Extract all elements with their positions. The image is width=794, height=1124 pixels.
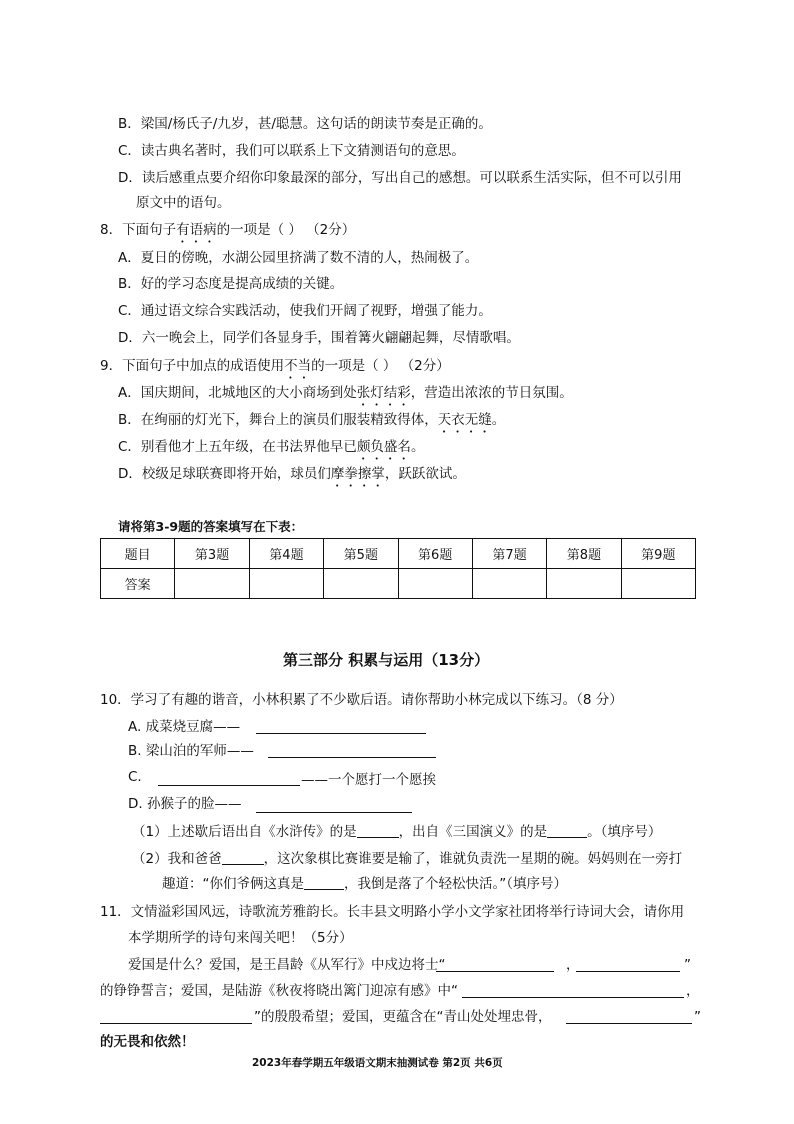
q7-option-c: C．读古典名著时，我们可以联系上下文猜测语句的意思。 (118, 143, 465, 159)
table-header-cell: 第8题 (547, 539, 621, 569)
q10-sub2-blank-2[interactable] (304, 875, 344, 890)
q10-b-answer-blank[interactable] (268, 756, 436, 758)
q10-sub2-cont: 趣道：“你们爷俩这真是 ，我倒是落了个轻松快活。”（填序号） (162, 876, 567, 892)
q10-d-answer-blank[interactable] (256, 811, 412, 813)
q9-option-d: D．校级足球联赛即将开始，球员们摩拳擦掌，跃跃欲试。 (118, 466, 466, 482)
q11-line-2: 的铮铮誓言；爱国，是陆游《秋夜将晓出篱门迎凉有感》中“ (100, 983, 458, 999)
answer-row-label: 答案 (101, 569, 175, 599)
q8-option-b: B．好的学习态度是提高成绩的关键。 (118, 276, 344, 292)
q11-blank-3[interactable] (462, 996, 684, 998)
q11-line-1-close: ” (684, 957, 691, 973)
q9-option-a: A．国庆期间，北城地区的大小商场到处张灯结彩，营造出浓浓的节日氛围。 (118, 385, 573, 401)
q10-option-c-label: C. (128, 769, 142, 785)
answer-table (100, 538, 696, 599)
q10-sub1-blank-1[interactable] (357, 823, 399, 838)
q11-line-2-comma: ， (686, 983, 700, 999)
q11-blank-5[interactable] (566, 1022, 692, 1024)
q7-option-b: B．梁国/杨氏子/九岁，甚/聪慧。这句话的朗读节奏是正确的。 (118, 116, 492, 132)
q10-sub2: （2）我和爸爸 ，这次象棋比赛谁要是输了，谁就负责洗一星期的碗。妈妈则在一旁打 (132, 851, 683, 867)
answer-table-header-row (101, 539, 696, 569)
section-title: 第三部分 积累与运用（13分） (283, 651, 490, 669)
q10-stem: 10．学习了有趣的谐音，小林积累了不少歇后语。请你帮助小林完成以下练习。（8 分） (100, 692, 623, 708)
q11-line-1-comma: ， (566, 957, 580, 973)
answer-cell[interactable] (547, 569, 621, 599)
table-header-cell: 第7题 (472, 539, 546, 569)
q10-c-answer-blank[interactable] (158, 784, 300, 786)
q11-blank-1[interactable] (436, 970, 554, 972)
q8-stem: 8．下面句子有语病的一项是（ ） （2分） (100, 222, 356, 238)
answer-cell[interactable] (472, 569, 546, 599)
q9-option-b: B．在绚丽的灯光下，舞台上的演员们服装精致得体，天衣无缝。 (118, 412, 506, 428)
q11-line-4: 的无畏和依然！ (100, 1034, 195, 1050)
q10-sub1-blank-2[interactable] (547, 823, 587, 838)
answer-table-instruction: 请将第3-9题的答案填写在下表： (118, 519, 304, 534)
q11-blank-2[interactable] (576, 970, 680, 972)
answer-cell[interactable] (175, 569, 249, 599)
q10-sub1: （1）上述歇后语出自《水浒传》的是 ，出自《三国演义》的是 。（填序号） (132, 824, 662, 840)
q9-stem: 9．下面句子中加点的成语使用不当的一项是（ ） （2分） (100, 358, 450, 374)
q7-option-d-cont: 原文中的语句。 (136, 195, 231, 211)
table-header-cell: 第4题 (249, 539, 323, 569)
table-header-cell: 题目 (101, 539, 175, 569)
q11-line-3-close: ” (694, 1009, 701, 1025)
answer-table-answer-row (101, 569, 696, 599)
table-header-cell: 第3题 (175, 539, 249, 569)
q10-option-b: B. 梁山泊的军师—— (128, 743, 254, 759)
q8-option-d: D．六一晚会上，同学们各显身手，围着篝火翩翩起舞，尽情歌唱。 (118, 330, 520, 346)
q10-sub2-blank-1[interactable] (222, 850, 264, 865)
answer-cell[interactable] (398, 569, 472, 599)
q10-option-a: A. 成菜烧豆腐—— (128, 719, 241, 735)
q8-option-a: A．夏日的傍晚，水湖公园里挤满了数不清的人，热闹极了。 (118, 250, 479, 266)
table-header-cell: 第5题 (324, 539, 398, 569)
q11-line-1: 爱国是什么？爱国，是王昌龄《从军行》中戍边将士“ (128, 957, 446, 973)
q11-line-3: ”的殷殷希望；爱国，更蕴含在“青山处处埋忠骨， (254, 1009, 552, 1025)
q11-blank-4[interactable] (100, 1022, 252, 1024)
q10-option-d: D. 孙猴子的脸—— (128, 796, 242, 812)
q7-option-d: D．读后感重点要介绍你印象最深的部分，写出自己的感想。可以联系生活实际，但不可以引用 (118, 170, 682, 186)
q8-option-c: C．通过语文综合实践活动，使我们开阔了视野，增强了能力。 (118, 303, 492, 319)
answer-cell[interactable] (249, 569, 323, 599)
table-header-cell: 第9题 (621, 539, 695, 569)
q11-stem-cont: 本学期所学的诗句来闯关吧！（5分） (128, 930, 353, 946)
page-footer: 2023年春学期五年级语文期末抽测试卷 第2页 共6页 (252, 1057, 503, 1069)
q11-stem: 11．文情溢彩国风远，诗歌流芳雅韵长。长丰县文明路小学小文学家社团将举行诗词大会，请你用 (100, 904, 685, 920)
answer-cell[interactable] (621, 569, 695, 599)
q10-a-answer-blank[interactable] (256, 732, 426, 734)
table-header-cell: 第6题 (398, 539, 472, 569)
q9-option-c: C．别看他才上五年级，在书法界他早已颇负盛名。 (118, 439, 425, 455)
q10-option-c-suffix: ——一个愿打一个愿挨 (301, 772, 436, 788)
answer-cell[interactable] (324, 569, 398, 599)
